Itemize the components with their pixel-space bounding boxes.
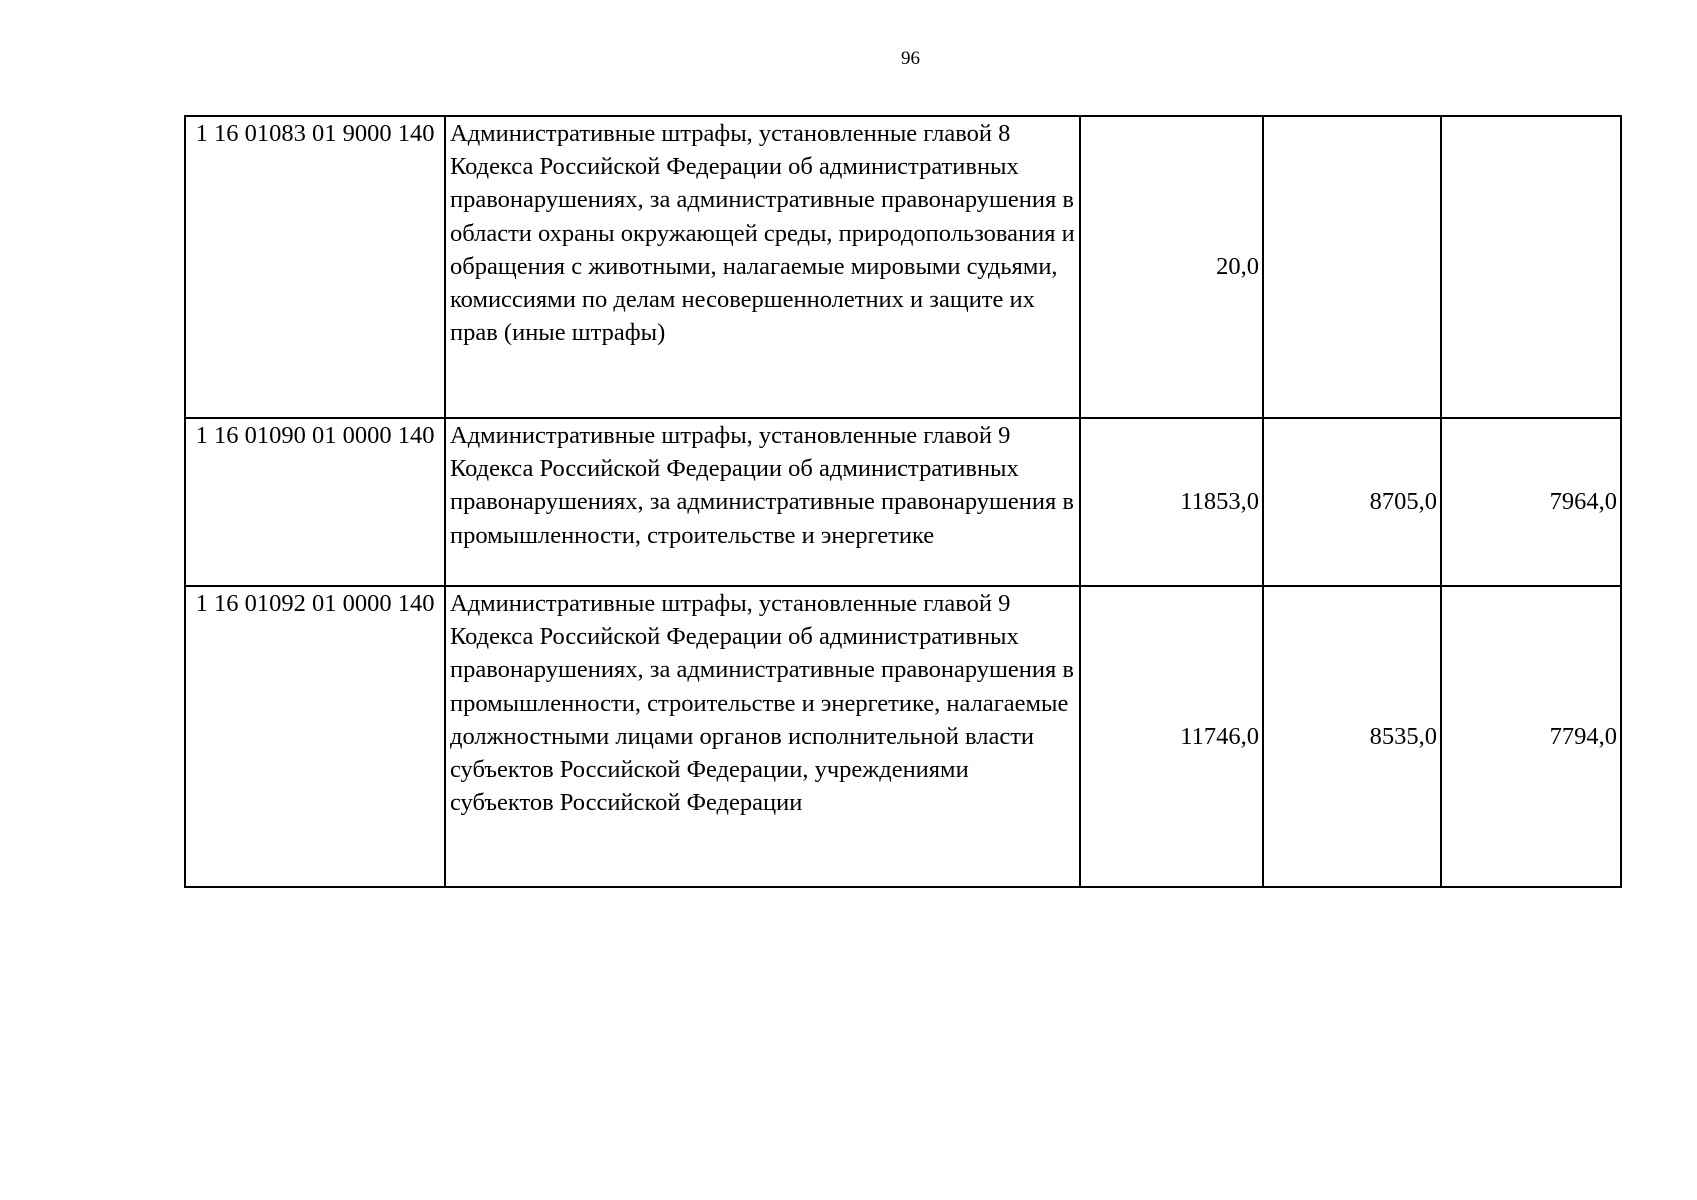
row-value-3-cell [1441,116,1621,418]
table-row [185,116,1621,418]
page-number: 96 [901,48,920,69]
budget-table [184,115,1622,888]
row-value-1-cell: 20,0 [1080,116,1263,418]
row-name-cell: Административные штрафы, установленные главой 9 Кодекса Российской Федерации об административных правонарушениях, за административные правонарушения в промышленности, строительстве и энергетике [445,418,1080,586]
row-value-2-cell [1263,116,1441,418]
table-row [185,418,1621,586]
row-name-cell: Административные штрафы, установленные главой 9 Кодекса Российской Федерации об административных правонарушениях, за административные правонарушения в промышленности, строительстве и энергетике, налагаемые должностными лицами органов исполнительной власти субъектов Российской Федерации, учреждениями субъектов Российской Федерации [445,586,1080,887]
row-value-2-cell: 8705,0 [1263,418,1441,586]
row-code-cell: 1 16 01092 01 0000 140 [185,586,445,887]
table-row [185,586,1621,887]
row-value-1-cell: 11746,0 [1080,586,1263,887]
row-value-3-cell: 7964,0 [1441,418,1621,586]
row-code-cell: 1 16 01083 01 9000 140 [185,116,445,418]
row-value-1-cell: 11853,0 [1080,418,1263,586]
row-code-cell: 1 16 01090 01 0000 140 [185,418,445,586]
row-name-cell: Административные штрафы, установленные главой 8 Кодекса Российской Федерации об административных правонарушениях, за административные правонарушения в области охраны окружающей среды, природопользования и обращения с животными, налагаемые мировыми судьями, комиссиями по делам несовершеннолетних и защите их прав (иные штрафы) [445,116,1080,418]
row-value-2-cell: 8535,0 [1263,586,1441,887]
row-value-3-cell: 7794,0 [1441,586,1621,887]
